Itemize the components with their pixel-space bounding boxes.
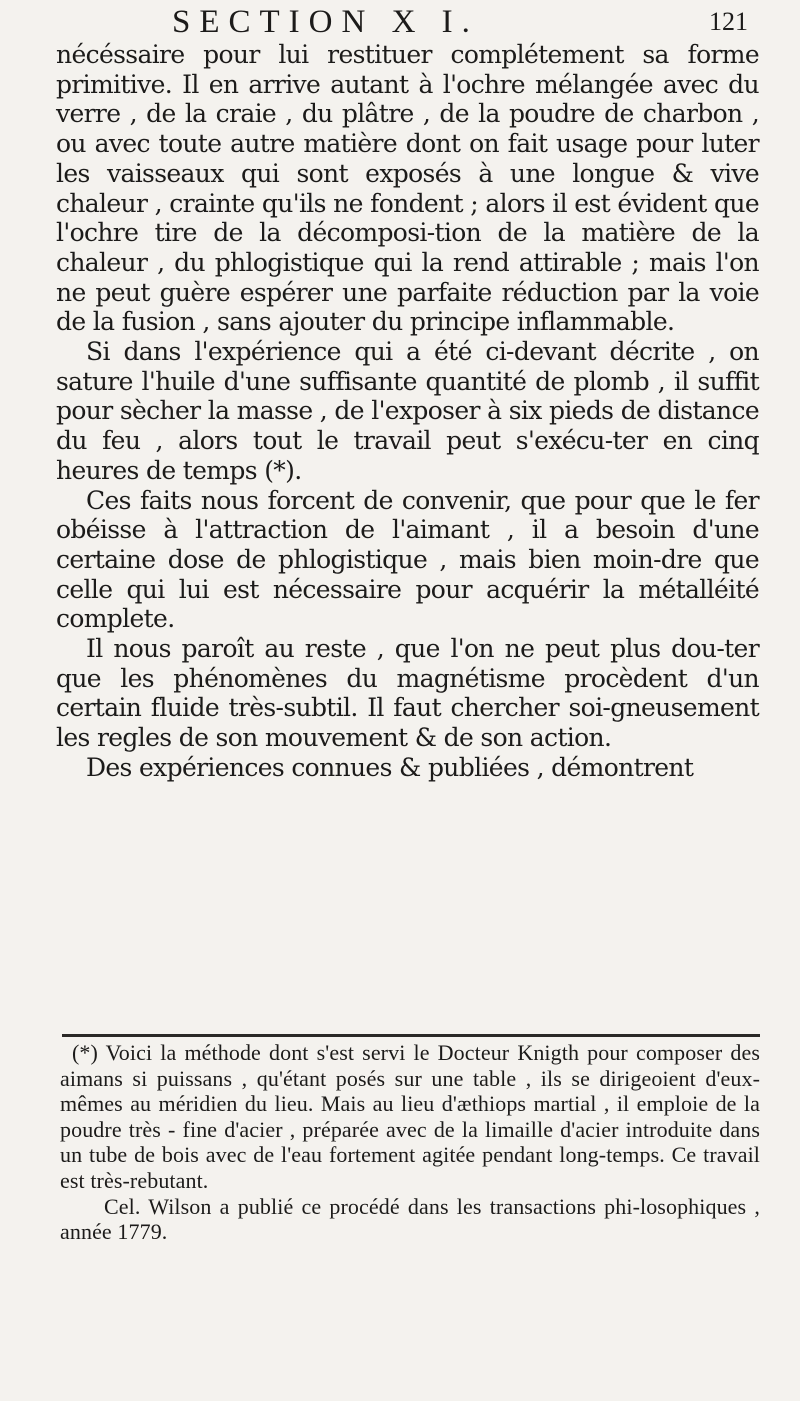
body-paragraph: Il nous paroît au reste , que l'on ne peut plus dou-ter que les phénomènes du magnétisme procèdent d'un certain fluide très-subtil. Il faut chercher soi-gneusement les regles de son mouvement & de son action. bbox=[56, 634, 759, 753]
body-paragraph: nécéssaire pour lui restituer complétement sa forme primitive. Il en arrive autant à l'ochre mélangée avec du verre , de la craie , du plâtre , de la poudre de charbon , ou avec toute autre matière dont on fait usage pour luter les vaisseaux qui sont exposés à une longue & vive chaleur , crainte qu'ils ne fondent ; alors il est évident que l'ochre tire de la décomposi-tion de la matière de la chaleur , du phlogistique qui la rend attirable ; mais l'on ne peut guère espérer une parfaite réduction par la voie de la fusion , sans ajouter du principe inflammable. bbox=[56, 40, 759, 337]
body-text bbox=[56, 40, 759, 783]
footnote-divider bbox=[62, 1034, 760, 1037]
footnotes bbox=[60, 1040, 760, 1245]
footnote-paragraph: (*) Voici la méthode dont s'est servi le Docteur Knigth pour composer des aimans si puissans , qu'étant posés sur une table , ils se dirigeoient d'eux-mêmes au méridien du lieu. Mais au lieu d'æthiops martial , il emploie de la poudre très - fine d'acier , préparée avec de la limaille d'acier introduite dans un tube de bois avec de l'eau fortement agitée pendant long-temps. Ce travail est très-rebutant. bbox=[60, 1040, 760, 1193]
section-title: SECTION X I. bbox=[172, 4, 479, 40]
running-head bbox=[60, 2, 748, 42]
footnote-paragraph: Cel. Wilson a publié ce procédé dans les transactions phi-losophiques , année 1779. bbox=[60, 1193, 760, 1245]
page-number: 121 bbox=[709, 7, 748, 36]
body-paragraph: Des expériences connues & publiées , démontrent bbox=[86, 752, 694, 782]
body-paragraph: Ces faits nous forcent de convenir, que pour que le fer obéisse à l'attraction de l'aimant , il a besoin d'une certaine dose de phlogistique , mais bien moin-dre que celle qui lui est nécessaire pour acquérir la métalléité complete. bbox=[56, 485, 759, 634]
body-paragraph: Si dans l'expérience qui a été ci-devant décrite , on sature l'huile d'une suffisante quantité de plomb , il suffit pour sècher la masse , de l'exposer à six pieds de distance du feu , alors tout le travail peut s'exécu-ter en cinq heures de temps (*). bbox=[56, 337, 759, 485]
